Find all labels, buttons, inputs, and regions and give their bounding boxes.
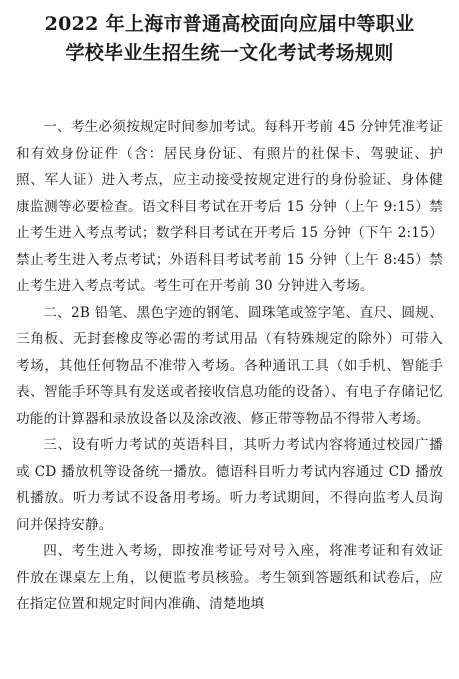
rule-paragraph-3: 三、设有听力考试的英语科目，其听力考试内容将通过校园广播或 CD 播放机等设备统一播放。德语科目听力考试内容通过 CD 播放机播放。听力考试不设备用考场。听力考试期间，不得向监考人员询问并保持安静。 [16,437,443,533]
document-title-line-2: 学校毕业生招生统一文化考试考场规则 [65,42,394,64]
document-body [16,114,443,618]
document-title [16,10,443,68]
document-title-line-1: 2022 年上海市普通高校面向应届中等职业 [44,13,415,35]
rule-paragraph-4: 四、考生进入考场，即按准考证号对号入座，将准考证和有效证件放在课桌左上角，以便监考员核验。考生领到答题纸和试卷后，应在指定位置和规定时间内准确、清楚地填 [16,543,443,612]
rule-paragraph-2: 二、2B 铅笔、黑色字迹的钢笔、圆珠笔或签字笔、直尺、圆规、三角板、无封套橡皮等必需的考试用品（有特殊规定的除外）可带入考场，其他任何物品不准带入考场。各种通讯工具（如手机、智能手表、智能手环等具有发送或者接收信息功能的设备）、有电子存储记忆功能的计算器和录放设备以及涂改液、修正带等物品不得带入考场。 [16,304,443,427]
rule-paragraph-1: 一、考生必须按规定时间参加考试。每科开考前 45 分钟凭准考证和有效身份证件（含：居民身份证、有照片的社保卡、驾驶证、护照、军人证）进入考点，应主动接受按规定进行的身份验证、身体健康监测等必要检查。语文科目考试在开考后 15 分钟（上午 9:15）禁止考生进入考点考试；数学科目考试在开考后 15 分钟（下午 2:15）禁止考生进入考点考试；外语科目考试考前 15 分钟（上午 8:45）禁止考生进入考点考试。考生可在开考前 30 分钟进入考场。 [16,119,443,294]
